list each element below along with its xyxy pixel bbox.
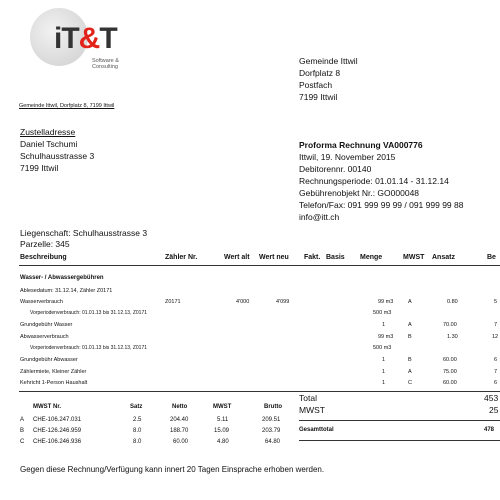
grand-total-bottom-rule (299, 440, 500, 441)
item-desc: Grundgebühr Wasser (20, 322, 73, 328)
item-vat: A (408, 299, 412, 305)
invoice-line: Debitorennr. 00140 (299, 164, 372, 174)
recipient-line: Gemeinde Ittwil (299, 56, 358, 66)
item-amount: 6 (494, 380, 498, 386)
vat-netto: 188.70 (170, 428, 189, 434)
vat-nr: CHE-126.246.959 (33, 428, 82, 434)
vat-col-nr: MWST Nr. (33, 404, 61, 410)
col-desc: Beschreibung (20, 254, 67, 261)
vat-col-brutto: Brutto (264, 404, 282, 410)
invoice-line: info@itt.ch (299, 212, 340, 222)
vat-code: B (20, 428, 25, 434)
invoice-line: Rechnungsperiode: 01.01.14 - 31.12.14 (299, 176, 449, 186)
col-old: Wert alt (224, 254, 250, 261)
item-vat: A (408, 369, 412, 375)
item-qty: 1 (382, 380, 386, 386)
recipient-line: Postfach (299, 80, 333, 90)
col-vat: MWST (403, 254, 425, 261)
vat-satz: 8.0 (133, 439, 142, 445)
item-qty: 500 m3 (373, 310, 392, 316)
property-info (20, 228, 147, 250)
delivery-line: Daniel Tschumi (20, 139, 78, 149)
item-desc: Grundgebühr Abwasser (20, 357, 78, 363)
item-qty: 1 (382, 369, 386, 375)
item-desc: Zählermiete, Kleiner Zähler (20, 369, 87, 375)
col-meter: Zähler Nr. (165, 254, 198, 261)
item-amount: 5 (494, 299, 498, 305)
items-rule (19, 391, 500, 392)
vat-brutto: 64.80 (265, 439, 281, 445)
vat-mwst: 4.80 (217, 439, 229, 445)
vat-code: A (20, 417, 25, 423)
invoice-line: Gebührenobjekt Nr.: GO000048 (299, 188, 420, 198)
vat-mwst: 5.11 (217, 417, 229, 423)
vat-brutto: 203.79 (262, 428, 281, 434)
item-amount: 12 (492, 334, 499, 340)
item-qty: 99 m3 (378, 334, 394, 340)
col-amount: Be (487, 254, 496, 261)
item-amount: 7 (494, 369, 498, 375)
vat-total-label: MWST (299, 405, 325, 415)
item-new: 4'099 (276, 299, 290, 305)
item-rate: 75.00 (443, 369, 457, 375)
vat-netto: 204.40 (170, 417, 189, 423)
sender-line: Gemeinde Ittwil, Dorfplatz 8, 7199 Ittwil (19, 103, 115, 109)
item-desc: Abwasserverbrauch (20, 334, 69, 340)
item-desc: Wasserverbrauch (20, 299, 63, 305)
col-new: Wert neu (259, 254, 289, 261)
recipient-line: 7199 Ittwil (299, 92, 338, 102)
item-rate: 70.00 (443, 322, 457, 328)
invoice-title: Proforma Rechnung VA000776 (299, 140, 423, 150)
invoice-info (299, 139, 463, 223)
total-label: Total (299, 393, 317, 403)
delivery-address (20, 126, 94, 174)
vat-brutto: 209.51 (262, 417, 281, 423)
item-vat: B (408, 357, 412, 363)
col-basis: Basis (326, 254, 345, 261)
delivery-line: Schulhausstrasse 3 (20, 151, 95, 161)
item-desc: Vorperiodenverbrauch: 01.01.13 bis 31.12.13, Z0171 (30, 310, 148, 316)
item-meter: Z0171 (165, 299, 181, 305)
company-logo (30, 8, 130, 70)
item-qty: 500 m3 (373, 345, 392, 351)
recipient-address (299, 55, 358, 103)
grand-total-rule (299, 420, 500, 421)
vat-col-netto: Netto (172, 404, 188, 410)
col-qty: Menge (360, 254, 383, 261)
item-amount: 6 (494, 357, 498, 363)
item-desc: Vorperiodenverbrauch: 01.01.13 bis 31.12.13, Z0171 (30, 345, 148, 351)
vat-satz: 2.5 (133, 417, 142, 423)
item-qty: 1 (382, 322, 386, 328)
item-rate: 1.30 (447, 334, 458, 340)
property-address: Liegenschaft: Schulhausstrasse 3 (20, 228, 148, 238)
delivery-heading: Zustelladresse (20, 127, 76, 137)
vat-col-satz: Satz (130, 404, 143, 410)
grand-total-label: Gesamttotal (299, 427, 334, 433)
vat-total-value: 25 (489, 405, 499, 415)
header-rule (19, 265, 500, 266)
item-vat: A (408, 322, 412, 328)
vat-mwst: 15.09 (214, 428, 230, 434)
section-title: Wasser- / Abwassergebühren (20, 275, 104, 281)
vat-col-mwst: MWST (213, 404, 232, 410)
vat-nr: CHE-106.246.936 (33, 439, 82, 445)
vat-code: C (20, 439, 25, 445)
delivery-line: 7199 Ittwil (20, 163, 59, 173)
invoice-line: Telefon/Fax: 091 999 99 99 / 091 999 99 88 (299, 200, 464, 210)
item-rate: 0.80 (447, 299, 458, 305)
reading-date: Ablesedatum: 31.12.14, Zähler Z0171 (20, 288, 113, 294)
item-desc: Kehricht 1-Person Haushalt (20, 380, 88, 386)
total-value: 453 (484, 393, 499, 403)
item-rate: 60.00 (443, 357, 457, 363)
vat-satz: 8.0 (133, 428, 142, 434)
vat-netto: 60.00 (173, 439, 189, 445)
logo-tagline: Software & Consulting (92, 58, 119, 70)
recipient-line: Dorfplatz 8 (299, 68, 341, 78)
appeal-notice: Gegen diese Rechnung/Verfügung kann innert 20 Tagen Einsprache erhoben werden. (20, 465, 325, 474)
item-amount: 7 (494, 322, 498, 328)
item-vat: B (408, 334, 412, 340)
grand-total-value: 478 (484, 427, 495, 433)
invoice-line: Ittwil, 19. November 2015 (299, 152, 396, 162)
item-old: 4'000 (236, 299, 250, 305)
item-qty: 99 m3 (378, 299, 394, 305)
logo-wordmark: iT&T (54, 22, 117, 55)
col-rate: Ansatz (432, 254, 455, 261)
item-rate: 60.00 (443, 380, 457, 386)
col-fakt: Fakt. (304, 254, 321, 261)
vat-nr: CHE-106.247.031 (33, 417, 82, 423)
item-qty: 1 (382, 357, 386, 363)
property-parcel: Parzelle: 345 (20, 239, 70, 249)
item-vat: C (408, 380, 412, 386)
